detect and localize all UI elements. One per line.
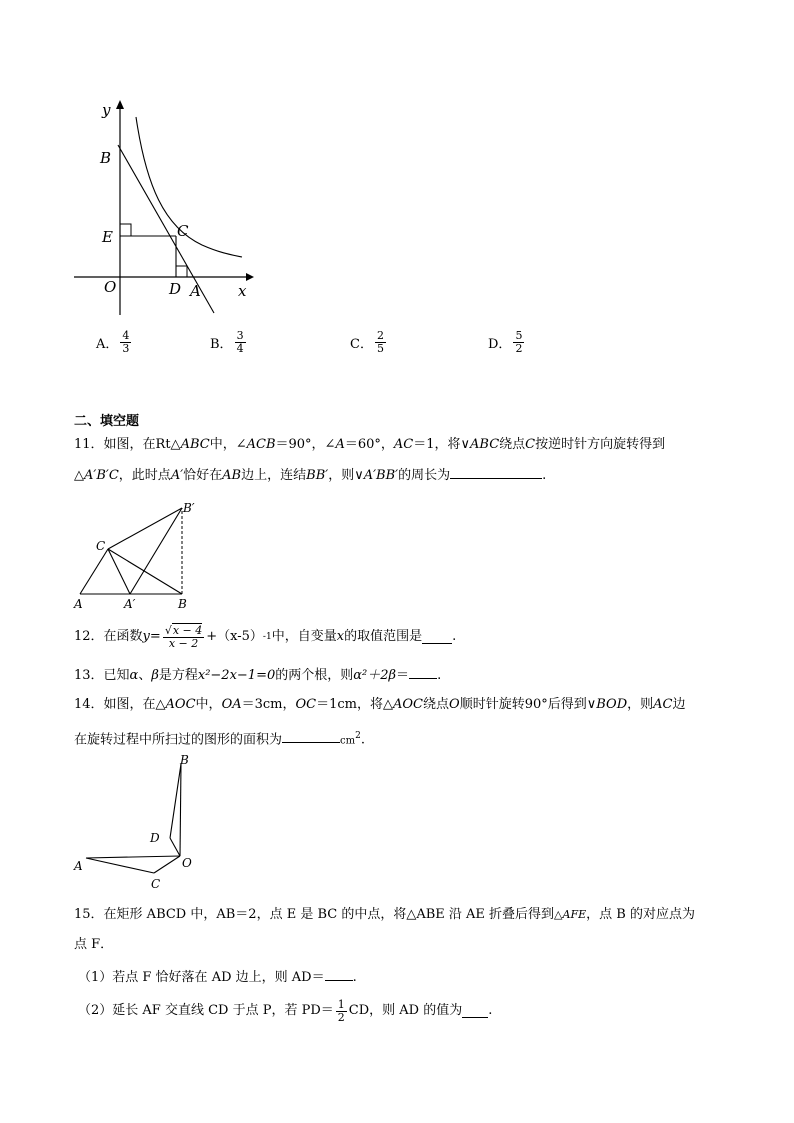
q12-denominator: x − 2 [168, 636, 199, 650]
segment-ob [180, 764, 181, 856]
label-x: x [238, 282, 247, 300]
q14-text: 在旋转过程中所扫过的图形的面积为 [74, 732, 283, 748]
q13-text: 的两个根，则 [275, 668, 354, 683]
q14-line1 [74, 696, 686, 714]
q15-text: . [488, 1003, 493, 1018]
segment-ac [86, 858, 154, 873]
q11-text: ＝90°，∠ [275, 437, 336, 452]
label-b1: B′ [183, 501, 195, 515]
q12-text: 的取值范围是 [344, 629, 423, 644]
q12-var-y: y [142, 629, 150, 644]
q11-line2 [74, 466, 546, 485]
q12-line [74, 622, 456, 652]
q13-equation: x²−2x−1=0 [197, 668, 276, 683]
q11-text: ＝60°， [344, 437, 394, 452]
q11-math: ACB [246, 437, 276, 452]
choice-a-num: 4 [122, 329, 130, 342]
q11-math: BB′ [306, 468, 329, 483]
segment-a1b1 [130, 508, 182, 594]
q11-math: AC [393, 437, 414, 452]
q14-math: OA [221, 697, 242, 712]
q14-math: AOC [393, 697, 423, 712]
q14-unit: cm [340, 735, 356, 747]
q11-math: AB [222, 468, 242, 483]
q11-text: 11．如图，在Rt△ [74, 437, 181, 452]
q15-sub2-answer-blank[interactable] [462, 1005, 488, 1018]
q11-text: . [542, 468, 547, 483]
choice-c-den: 5 [376, 342, 384, 355]
q11-text: ，此时点 [118, 468, 171, 483]
q12-var-x: x [336, 629, 345, 644]
q11-line1 [74, 436, 665, 454]
q13-text: . [437, 668, 442, 683]
q12-text: . [452, 629, 457, 644]
label-d: D [150, 831, 160, 845]
choice-a-den: 3 [122, 342, 130, 355]
q11-math: C [525, 437, 536, 452]
q11-text: 按逆时针方向旋转得到 [535, 437, 666, 452]
label-a1: A′ [124, 597, 136, 611]
q11-text: 的周长为 [398, 468, 451, 483]
q11-text: △ [74, 468, 84, 483]
q14-text: . [360, 732, 365, 748]
q13-text: 、 [138, 668, 152, 683]
label-o: O [104, 278, 117, 296]
section-title: 二、填空题 [74, 414, 140, 429]
q15-line1 [74, 906, 695, 924]
q13-text: ＝ [396, 668, 410, 683]
choice-c[interactable] [350, 330, 388, 355]
q13-beta: β [151, 668, 159, 683]
q13-answer-blank[interactable] [409, 666, 437, 679]
q12-fraction [163, 625, 204, 650]
q11-answer-blank[interactable] [450, 466, 542, 479]
q12-exponent: -1 [262, 632, 272, 642]
q14-figure [68, 752, 208, 894]
label-a: A [74, 597, 83, 611]
segment-ac [80, 549, 108, 594]
segment-bd [170, 764, 181, 838]
q12-sqrt-content: x − 4 [172, 623, 203, 637]
q15-sub2 [78, 998, 492, 1024]
q13-expression: α²＋2β [353, 668, 397, 683]
q15-fraction [336, 999, 347, 1024]
q12-text: +（x-5） [206, 629, 263, 644]
q15-fraction-num: 1 [337, 997, 345, 1011]
label-a: A [74, 859, 83, 873]
choice-d-fraction [513, 330, 524, 355]
q11-math: A′BB′ [363, 468, 399, 483]
label-c: C [96, 539, 106, 553]
x-axis-arrow [246, 273, 254, 281]
q13-text: 13．已知 [74, 668, 130, 683]
q11-figure [68, 496, 208, 614]
q12-answer-blank[interactable] [422, 631, 452, 644]
q11-math: A [335, 437, 345, 452]
q15-text: 点 F． [74, 937, 114, 952]
segment-cb1 [108, 508, 182, 549]
label-b: B [180, 753, 189, 767]
label-c: C [151, 877, 161, 891]
q14-text: 顺时针旋转90°后得到∨ [459, 697, 597, 712]
q14-text: 中， [195, 697, 222, 712]
q10-figure [60, 95, 270, 325]
q14-unit-exponent: 2 [355, 731, 361, 741]
choice-c-fraction [375, 330, 386, 355]
q12-text: 中，自变量 [271, 629, 337, 644]
choice-c-num: 2 [376, 329, 384, 342]
q15-text: ，点 B 的对应点为 [586, 907, 695, 922]
label-d: D [169, 280, 182, 298]
q14-line2 [74, 727, 365, 750]
q15-text: （1）若点 F 恰好落在 AD 边上，则 AD＝ [78, 970, 325, 985]
q12-equals: = [149, 629, 161, 644]
q11-math: ABC [470, 437, 500, 452]
q14-math: AOC [165, 697, 196, 712]
segment-do [170, 838, 180, 856]
q12-text: 12．在函数 [74, 629, 143, 644]
right-angle-mark-e [120, 224, 131, 236]
q11-text: 中，∠ [209, 437, 247, 452]
right-angle-mark-d [176, 266, 187, 277]
q15-sub1-answer-blank[interactable] [325, 968, 353, 981]
choice-a-fraction [120, 330, 131, 355]
q15-sub1 [78, 968, 357, 987]
choice-b[interactable] [210, 330, 248, 355]
q13-alpha: α [129, 668, 139, 683]
q14-text: ，则 [627, 697, 654, 712]
q14-math: AC [653, 697, 673, 712]
choice-b-den: 4 [236, 342, 244, 355]
choice-b-fraction [235, 330, 246, 355]
q11-text: ＝1，将∨ [413, 437, 471, 452]
label-e: E [102, 228, 113, 246]
q14-math: O [449, 697, 460, 712]
q15-text: . [352, 970, 357, 985]
choice-d-num: 5 [515, 329, 523, 342]
q13-text: 是方程 [158, 668, 198, 683]
choice-d-letter: D． [488, 337, 512, 352]
q14-text: 14．如图，在△ [74, 697, 166, 712]
choice-b-letter: B． [210, 337, 233, 352]
q14-math: OC [295, 697, 317, 712]
q11-text: 边上，连结 [241, 468, 307, 483]
q11-text: 绕点 [499, 437, 526, 452]
q15-text: 15．在矩形 ABCD 中，AB＝2，点 E 是 BC 的中点，将△ABE 沿 AE 折叠后得到 [74, 907, 555, 922]
q14-text: 绕点 [423, 697, 450, 712]
q15-line2 [74, 936, 113, 954]
q11-text: ，则∨ [328, 468, 364, 483]
label-b: B [178, 597, 187, 611]
q14-math: BOD [596, 697, 628, 712]
q14-text: 边 [672, 697, 686, 712]
q15-text: CD，则 AD 的值为 [348, 1003, 463, 1018]
q11-math: ABC [180, 437, 210, 452]
label-c: C [177, 222, 189, 240]
q15-fraction-den: 2 [337, 1010, 345, 1024]
q13-line [74, 666, 441, 685]
q15-triangle: △AFE [554, 908, 587, 921]
q12-numerator: √x − 4 [164, 623, 203, 637]
label-y: y [102, 101, 111, 119]
label-a: A [190, 282, 201, 300]
choice-d-den: 2 [515, 342, 523, 355]
choice-b-num: 3 [236, 329, 244, 342]
choice-a-letter: A． [96, 337, 119, 352]
q14-text: ＝1cm，将△ [316, 697, 393, 712]
q14-text: ＝3cm， [241, 697, 296, 712]
q11-math: A′B′C [84, 468, 119, 483]
q14-answer-blank[interactable] [282, 730, 340, 743]
choice-d[interactable] [488, 330, 526, 355]
segment-co [154, 856, 180, 873]
label-b: B [100, 149, 112, 167]
y-axis-arrow [116, 100, 124, 109]
choice-a[interactable] [96, 330, 133, 355]
q11-text: 恰好在 [183, 468, 223, 483]
segment-ao [86, 856, 180, 858]
label-o: O [182, 856, 192, 870]
q15-text: （2）延长 AF 交直线 CD 于点 P，若 PD＝ [78, 1003, 334, 1018]
q11-math: A′ [170, 468, 184, 483]
choice-c-letter: C． [350, 337, 373, 352]
